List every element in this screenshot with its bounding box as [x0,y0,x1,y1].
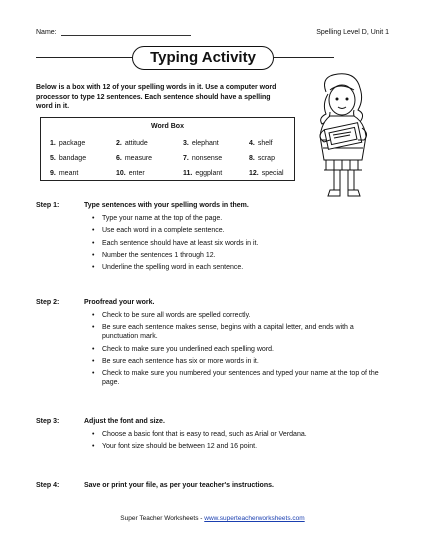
intro-text: Below is a box with 12 of your spelling words in it. Use a computer word processor to type 12 sentences. Each sentence should have a spelling word in it. [36,84,277,110]
footer-text: Super Teacher Worksheets - [120,515,205,522]
word-box-item [50,140,85,147]
step-bullet: • Check to make sure you numbered your sentences and typed your name at the top of the page. [92,369,382,387]
step-label: Step 3: [36,418,60,425]
step-label: Step 1: [36,202,60,209]
word-box-item [116,155,152,162]
word-number: 8. [249,155,255,162]
word-box-item [183,155,222,162]
word-number: 3. [183,140,189,147]
word-text: bandage [58,155,87,162]
step-title: Type sentences with your spelling words in them. [84,202,249,209]
step-bullet-list [92,430,382,455]
word-text: scrap [257,155,275,162]
word-number: 4. [249,140,255,147]
step-label: Step 4: [36,482,60,489]
name-label: Name: [36,29,57,36]
footer [0,515,425,522]
name-line[interactable] [61,35,191,36]
word-number: 5. [50,155,56,162]
header [36,26,389,40]
word-number: 10. [116,170,126,177]
step-title: Proofread your work. [84,299,155,306]
step-bullet: • Check to make sure you underlined each spelling word. [92,345,382,354]
step-bullet: • Number the sentences 1 through 12. [92,251,382,260]
word-text: enter [128,170,145,177]
word-box-item [183,170,222,177]
step-bullet: • Choose a basic font that is easy to read, such as Arial or Verdana. [92,430,382,439]
word-text: eggplant [195,170,223,177]
level-label: Spelling Level D, Unit 1 [316,29,389,36]
word-text: measure [124,155,153,162]
title-rule-right [274,57,334,58]
word-box-item [183,140,219,147]
word-box-item [50,155,86,162]
word-box-title: Word Box [151,123,184,130]
step-bullet: • Underline the spelling word in each sentence. [92,263,382,272]
word-text: special [261,170,284,177]
title-rule-left [36,57,132,58]
step-bullet: • Each sentence should have at least six words in it. [92,239,382,248]
girl-with-laptop-illustration [300,70,388,205]
step-label: Step 2: [36,299,60,306]
word-text: package [58,140,86,147]
word-text: elephant [191,140,219,147]
step-bullet: • Be sure each sentence makes sense, begins with a capital letter, and ends with a punctuation mark. [92,323,382,341]
word-number: 6. [116,155,122,162]
word-number: 9. [50,170,56,177]
step-bullet: • Check to be sure all words are spelled correctly. [92,311,382,320]
word-number: 1. [50,140,56,147]
word-box-item [50,170,78,177]
word-box [40,117,295,181]
word-number: 12. [249,170,259,177]
step-bullet-list [92,214,382,275]
word-box-item [249,155,275,162]
step-bullet: • Type your name at the top of the page. [92,214,382,223]
step-title: Save or print your file, as per your teacher's instructions. [84,482,274,489]
word-box-item [249,170,284,177]
word-number: 7. [183,155,189,162]
step-bullet-list [92,311,382,390]
step-bullet: • Be sure each sentence has six or more words in it. [92,357,382,366]
word-box-item [249,140,273,147]
page-title: Typing Activity [132,46,274,70]
word-text: meant [58,170,79,177]
word-box-item [116,170,145,177]
word-text: nonsense [191,155,223,162]
word-text: shelf [257,140,273,147]
step-title: Adjust the font and size. [84,418,165,425]
word-number: 2. [116,140,122,147]
word-box-item [116,140,148,147]
word-number: 11. [183,170,193,177]
word-text: attitude [124,140,148,147]
step-bullet: • Your font size should be between 12 and 16 point. [92,442,382,451]
step-bullet: • Use each word in a complete sentence. [92,226,382,235]
footer-link[interactable]: www.superteacherworksheets.com [204,515,305,522]
